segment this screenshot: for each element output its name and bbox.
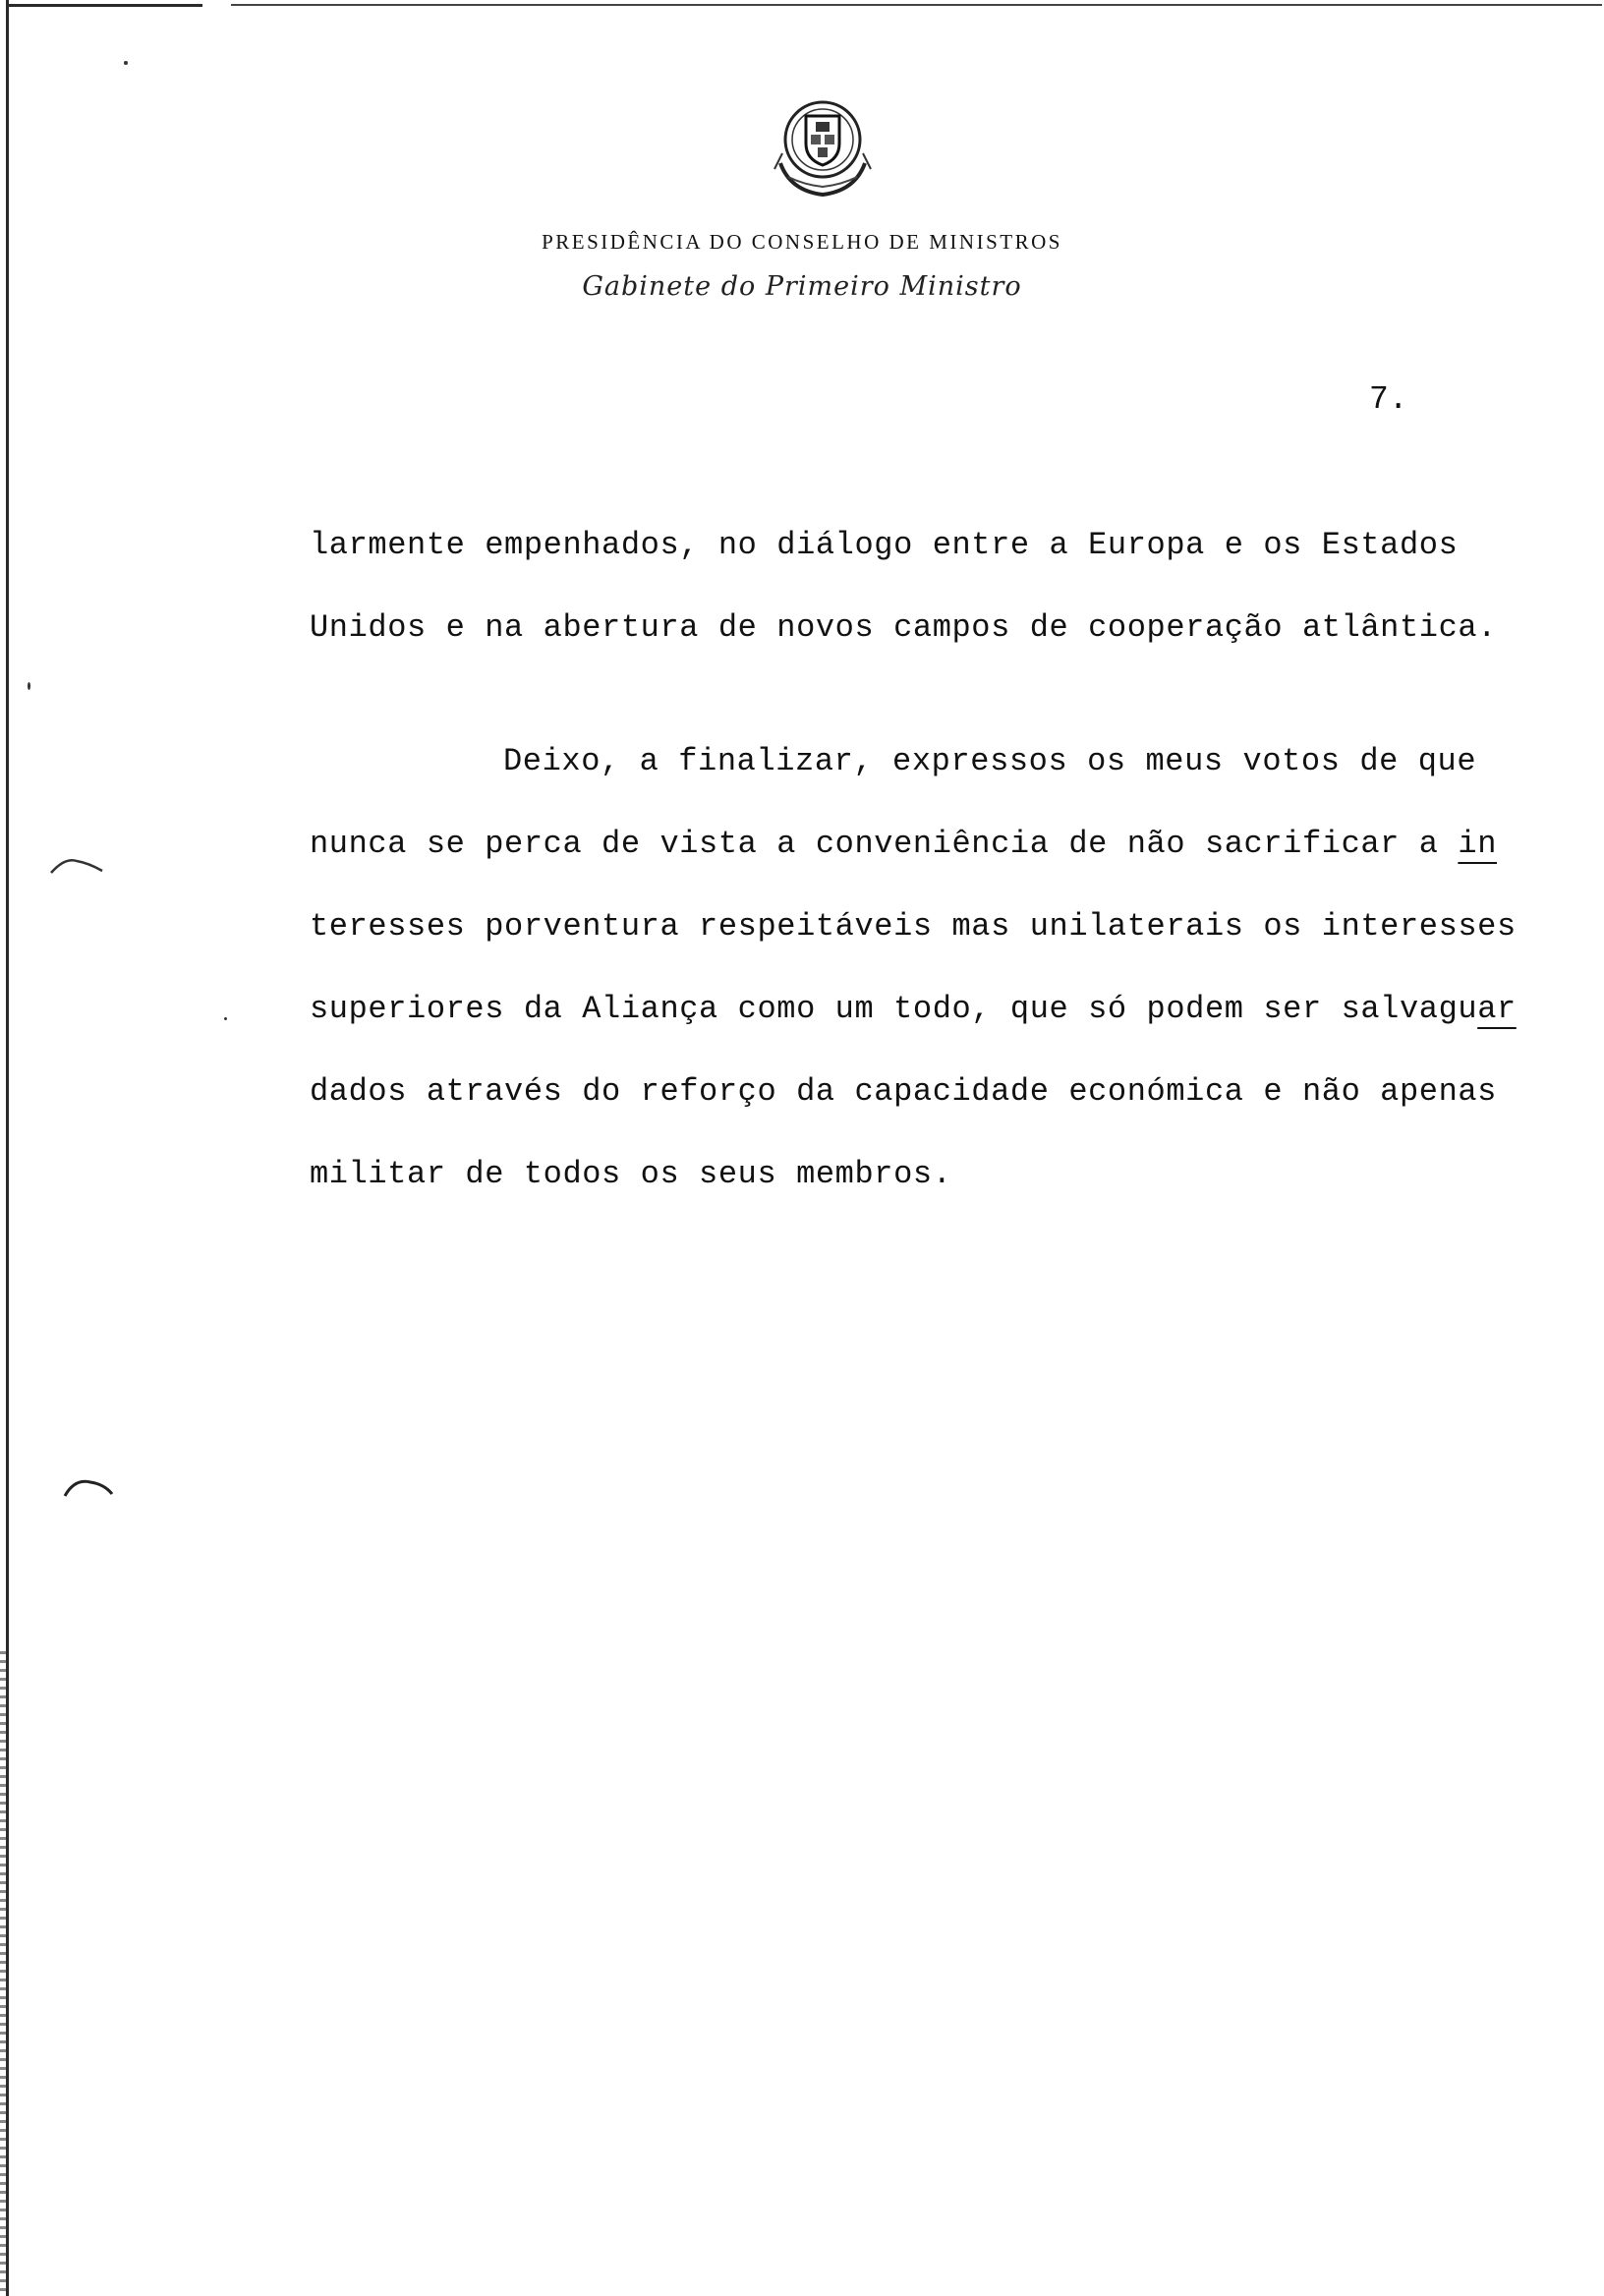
scan-edge bbox=[231, 4, 1602, 6]
hyphenation-mark: ar bbox=[1477, 991, 1517, 1027]
page-number: 7. bbox=[1369, 381, 1408, 418]
hyphenation-mark: in bbox=[1458, 826, 1497, 862]
body-line: militar de todos os seus membros. bbox=[310, 1156, 952, 1192]
coat-of-arms-emblem bbox=[769, 94, 877, 202]
body-line-text: nunca se perca de vista a conveniência de não sacrificar a bbox=[310, 826, 1459, 862]
scan-speck bbox=[124, 61, 128, 65]
scan-edge-noise bbox=[0, 1651, 6, 2296]
body-line bbox=[310, 826, 1497, 862]
page-crease-mark bbox=[47, 847, 106, 877]
scan-speck bbox=[224, 1017, 227, 1020]
body-line: dados através do reforço da capacidade económica e não apenas bbox=[310, 1073, 1497, 1110]
page-crease-mark bbox=[61, 1470, 120, 1500]
letterhead-subtitle: Gabinete do Primeiro Ministro bbox=[582, 271, 1022, 302]
letterhead-title: PRESIDÊNCIA DO CONSELHO DE MINISTROS bbox=[542, 230, 1062, 254]
body-line: larmente empenhados, no diálogo entre a Europa e os Estados bbox=[310, 527, 1459, 563]
body-line bbox=[310, 991, 1517, 1027]
scan-edge bbox=[6, 0, 9, 2296]
body-line: teresses porventura respeitáveis mas unilaterais os interesses bbox=[310, 908, 1517, 945]
body-line: Unidos e na abertura de novos campos de cooperação atlântica. bbox=[310, 609, 1497, 646]
body-line-text: superiores da Aliança como um todo, que só podem ser salvagu bbox=[310, 991, 1478, 1027]
scan-edge bbox=[6, 4, 202, 7]
scan-speck bbox=[28, 682, 30, 690]
body-line: Deixo, a finalizar, expressos os meus votos de que bbox=[503, 743, 1477, 779]
